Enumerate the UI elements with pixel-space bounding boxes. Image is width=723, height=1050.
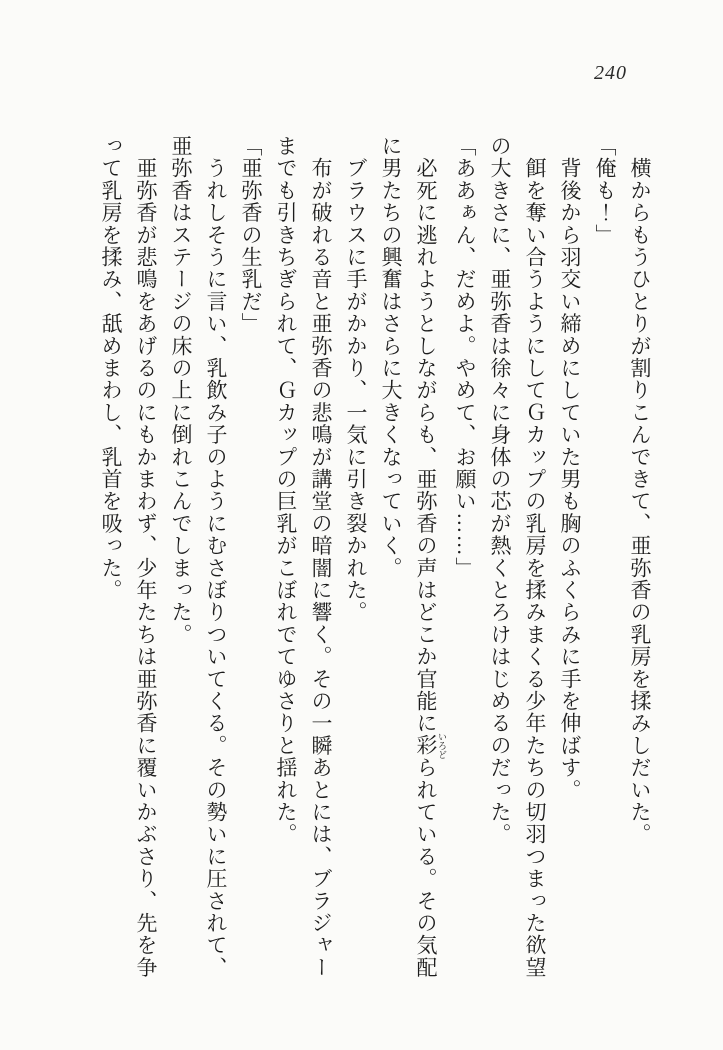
text-block (93, 135, 657, 1021)
text-line-9: ブラウスに手がかかり、一気に引き裂かれた。 (344, 135, 368, 624)
text-line-7-before: 必死に逃れようとしながらも、亜弥香の声はどこか官能に (414, 135, 438, 735)
page-number: 240 (594, 62, 627, 84)
text-line-4: 餌を奪い合うようにしてＧカップの乳房を揉みまくる少年たちの切羽つまった欲望 (523, 135, 547, 979)
text-line-3: 背後から羽交い締めにしていた男も胸のふくらみに手を伸ばす。 (558, 135, 582, 801)
ruby-base: 彩 (414, 732, 438, 759)
text-line-8: に男たちの興奮はさらに大きくなっていく。 (379, 135, 403, 579)
text-line-2: 「俺も！」 (593, 135, 617, 246)
ruby-furigana: いろど (437, 732, 447, 760)
ruby-annotation (414, 732, 447, 760)
text-line-7 (408, 135, 447, 1021)
text-line-10: 布が破れる音と亜弥香の悲鳴が講堂の暗闇に響く。その一瞬あとには、ブラジャー (309, 135, 333, 979)
text-line-14: 亜弥香はステージの床の上に倒れこんでしまった。 (169, 135, 193, 646)
text-line-6: 「ああぁん、だめよ。やめて、お願い……」 (453, 135, 477, 579)
text-line-5: の大きさに、亜弥香は徐々に身体の芯が熱くとろけはじめるのだった。 (488, 135, 512, 846)
text-line-15: 亜弥香が悲鳴をあげるのにもかまわず、少年たちは亜弥香に覆いかぶさり、先を争 (134, 135, 158, 979)
text-line-1: 横からもうひとりが割りこんできて、亜弥香の乳房を揉みしだいた。 (628, 135, 652, 846)
text-line-11: までも引きちぎられて、Ｇカップの巨乳がこぼれでてゆさりと揺れた。 (274, 135, 298, 846)
text-line-7-after: られている。その気配 (414, 756, 438, 979)
text-line-16: って乳房を揉み、舐めまわし、乳首を吸った。 (99, 135, 123, 602)
text-line-13: うれしそうに言い、乳飲み子のようにむさぼりついてくる。その勢いに圧されて、 (204, 135, 228, 979)
text-line-12: 「亜弥香の生乳だ」 (239, 135, 263, 335)
